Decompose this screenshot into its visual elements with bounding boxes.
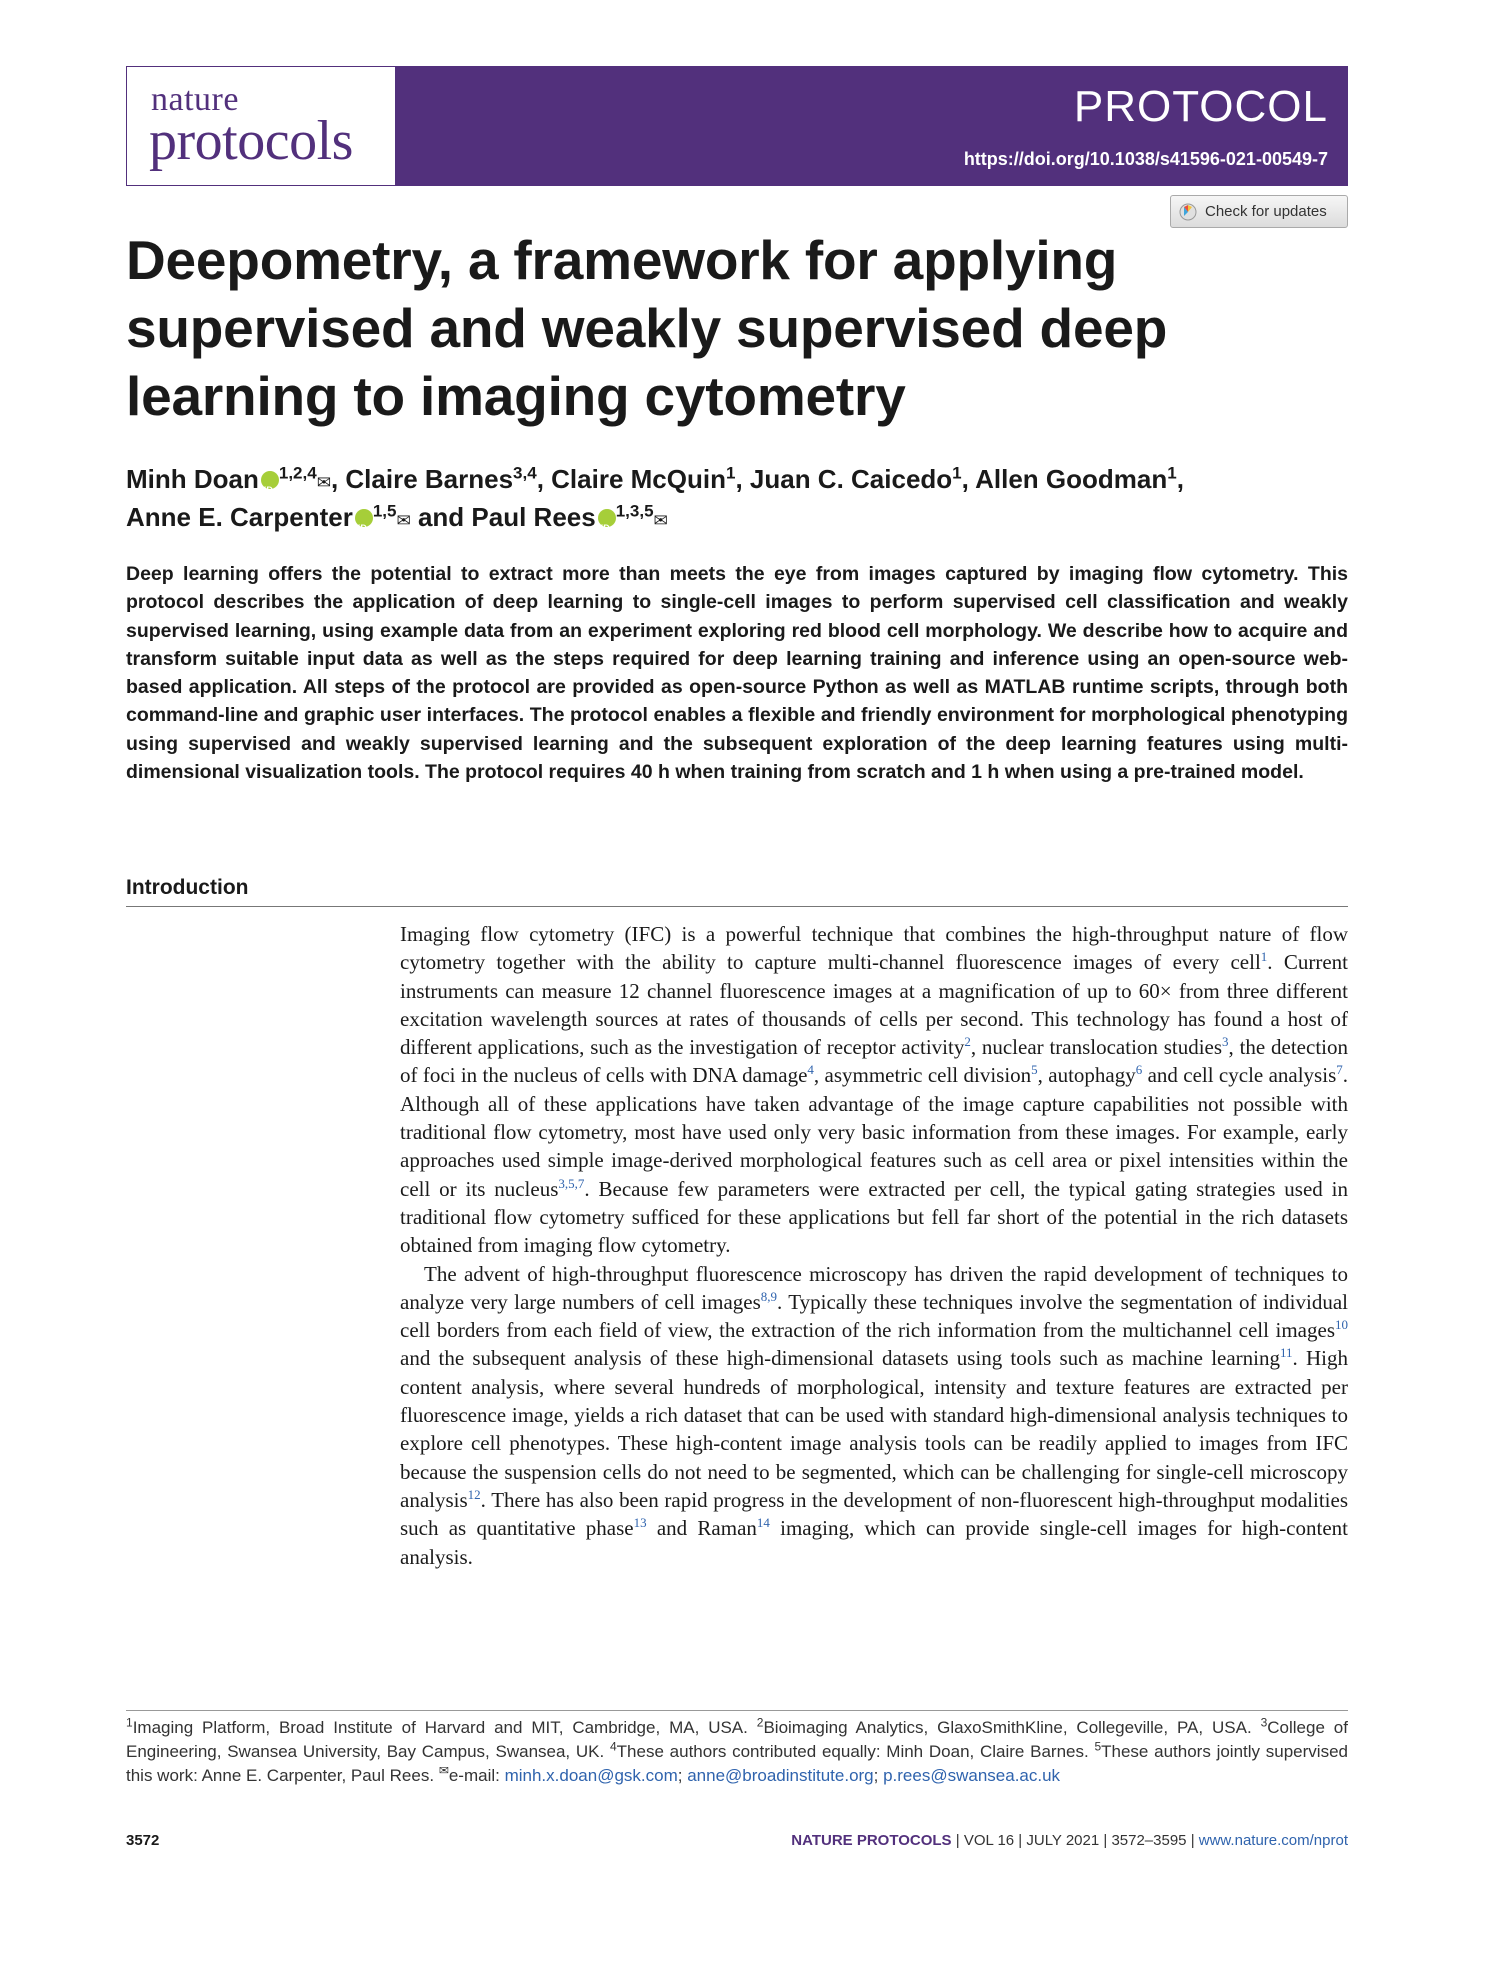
check-for-updates-button[interactable] (1170, 195, 1348, 228)
affiliations-footnote: $^1$Imaging Platform, Broad Institute of Harvard and MIT, Cambridge, MA, USA. $^2$Bioimaging Analytics, GlaxoSmithKline, Collegeville, PA, USA. $^3$College of Engineering, Swansea University, Bay Campus, Swansea, UK. $^4$These authors contributed equally: Minh Doan, Claire Barnes. $^5$These authors jointly supervised this work: Anne E. Carpenter, Paul Rees. ✉e-mail: minh.x.doan@gsk.com; anne@broadinstitute.org; p.rees@swansea.ac.uk (126, 1715, 1348, 1785)
journal-name: NATURE PROTOCOLS (791, 1832, 952, 1849)
citation-link[interactable]: 13 (633, 1515, 647, 1531)
text-run: and the subsequent analysis of these high-dimensional datasets using tools such as machine learning (400, 1346, 1281, 1371)
citation-link[interactable]: 4 (807, 1062, 814, 1078)
envelope-icon[interactable]: ✉ (316, 473, 331, 492)
citation-link[interactable]: 10 (1335, 1317, 1348, 1333)
check-for-updates-label: Check for updates (1205, 203, 1327, 220)
author-name[interactable]: Paul Rees (471, 502, 596, 532)
citation-link[interactable]: 14 (756, 1515, 770, 1531)
author-affiliation: 1,3,5 (615, 501, 654, 521)
journal-date: JULY 2021 (1026, 1832, 1100, 1849)
orcid-icon[interactable] (355, 509, 373, 527)
text-run: , asymmetric cell division (813, 1063, 1032, 1088)
affiliation-text: These authors contributed equally: Minh Doan, Claire Barnes. (616, 1742, 1095, 1761)
page-number: 3572 (126, 1832, 160, 1849)
author-name[interactable]: Anne E. Carpenter (126, 502, 353, 532)
envelope-icon: ✉ (438, 1763, 449, 1778)
citation-link[interactable]: 12 (467, 1486, 481, 1502)
author-affiliation: 3,4 (513, 463, 537, 483)
orcid-icon[interactable] (598, 509, 616, 527)
journal-url[interactable]: www.nature.com/nprot (1198, 1832, 1348, 1849)
author-name[interactable]: Minh Doan (126, 464, 259, 494)
email-link[interactable]: p.rees@swansea.ac.uk (883, 1766, 1061, 1785)
email-label: e-mail: (448, 1766, 505, 1785)
envelope-icon[interactable]: ✉ (396, 511, 411, 530)
doi-link[interactable]: https://doi.org/10.1038/s41596-021-00549-7 (963, 149, 1328, 169)
affiliation-text: These authors jointly supervised this work: Anne E. Carpenter, Paul Rees. (126, 1742, 1348, 1785)
citation-link[interactable]: 5 (1031, 1062, 1038, 1078)
author-name[interactable]: Claire Barnes (345, 464, 514, 494)
logo-nature-text: nature (151, 81, 239, 118)
author-name[interactable]: Allen Goodman (975, 464, 1168, 494)
text-run: . High content analysis, where several hundreds of morphological, intensity and texture features are extracted per fluorescence image, yields a rich dataset that can be used with standard high-dimensional analysis techniques to explore cell phenotypes. These high-content image analysis tools can be readily applied to images from IFC because the suspension cells do not need to be segmented, which can be challenging for single-cell microscopy analysis (400, 1346, 1349, 1512)
paragraph-1 (400, 920, 1348, 1260)
paragraph-2 (400, 1260, 1348, 1571)
author-name[interactable]: Claire McQuin (551, 464, 726, 494)
email-link[interactable]: anne@broadinstitute.org (687, 1766, 874, 1785)
envelope-icon[interactable]: ✉ (653, 511, 668, 530)
citation-link[interactable]: 2 (964, 1034, 971, 1050)
author-affiliation: 1 (952, 463, 962, 483)
footnote-divider (126, 1710, 1348, 1711)
text-run: . Because few parameters were extracted per cell, the typical gating strategies used in traditional flow cytometry sufficed for these applications but fell far short of the potential in the rich datasets obtained from imaging flow cytometry. (400, 1176, 1348, 1258)
section-heading: Introduction (126, 876, 249, 899)
section-divider (126, 906, 1348, 907)
citation-link[interactable]: 6 (1135, 1062, 1143, 1078)
footnote-marker: 5 (1094, 1739, 1102, 1754)
journal-footer: NATURE PROTOCOLS | VOL 16 | JULY 2021 | 3572–3595 | www.nature.com/nprot (791, 1832, 1348, 1849)
text-run: . Typically these techniques involve the segmentation of individual cell borders from each field of view, the extraction of the rich information from the multichannel cell images (400, 1289, 1348, 1343)
email-link[interactable]: minh.x.doan@gsk.com (504, 1766, 678, 1785)
author-affiliation: 1,5 (372, 501, 397, 521)
citation-link[interactable]: 8,9 (760, 1288, 778, 1304)
page-range: 3572–3595 (1111, 1832, 1187, 1849)
journal-header (126, 66, 1348, 188)
header-banner (396, 66, 1348, 186)
text-run: and cell cycle analysis (1142, 1063, 1337, 1088)
citation-link[interactable]: 7 (1336, 1062, 1343, 1078)
affiliation-text: Imaging Platform, Broad Institute of Harvard and MIT, Cambridge, MA, USA. (132, 1718, 757, 1737)
citation-link[interactable]: 11 (1280, 1345, 1293, 1361)
orcid-icon[interactable] (261, 471, 279, 489)
text-run: , the detection of foci in the nucleus of cells with DNA damage (400, 1035, 1348, 1088)
affiliation-text: Bioimaging Analytics, GlaxoSmithKline, Collegeville, PA, USA. (763, 1718, 1261, 1737)
citation-link[interactable]: 3 (1222, 1034, 1229, 1050)
text-run: , nuclear translocation studies (970, 1035, 1223, 1060)
author-affiliation: 1,2,4 (278, 463, 317, 483)
footnote-marker: 1 (126, 1715, 133, 1730)
author-name[interactable]: Juan C. Caicedo (749, 464, 953, 494)
logo-protocols-text: protocols (149, 110, 353, 172)
author-list: Minh DoaniD $^{1,2,4}$✉, Claire Barnes$^{3,4}$, Claire McQuin$^1$, Juan C. Caicedo$^1$, Allen Goodman$^1$, Anne E. CarpenteriD $^{1,5}$✉ and Paul ReesiD $^{1,3,5}$✉ (126, 462, 1356, 538)
journal-volume: VOL 16 (963, 1832, 1015, 1849)
author-affiliation: 1 (1167, 463, 1177, 483)
text-run: and Raman (646, 1516, 757, 1541)
journal-logo[interactable] (126, 66, 396, 186)
article-type: PROTOCOL (1073, 82, 1328, 131)
article-title: Deepometry, a framework for applying supervised and weakly supervised deep learning to imaging cytometry (126, 229, 1168, 427)
text-run: imaging, which can provide single-cell images for high-content analysis. (400, 1516, 1348, 1569)
text-run: , autophagy (1037, 1063, 1136, 1088)
text-run: Imaging flow cytometry (IFC) is a powerful technique that combines the high-throughput nature of flow cytometry together with the ability to capture multi-channel fluorescence images of every cell (400, 922, 1348, 975)
text-run: The advent of high-throughput fluorescence microscopy has driven the rapid development of techniques to analyze very large numbers of cell images (400, 1261, 1348, 1314)
text-run: . Current instruments can measure 12 channel fluorescence images at a magnification of up to 60× from three different excitation wavelength sources at rates of thousands of cells per second. This technology has found a host of different applications, such as the investigation of receptor activity (400, 950, 1348, 1060)
author-affiliation: 1 (725, 463, 736, 483)
affiliation-text: College of Engineering, Swansea University, Bay Campus, Swansea, UK. (126, 1718, 1348, 1761)
text-run: . There has also been rapid progress in the development of non-fluorescent high-throughput modalities such as quantitative phase (400, 1487, 1348, 1541)
authors-and: and (417, 502, 465, 532)
text-run: . Although all of these applications have taken advantage of the image capture capabilities not possible with traditional flow cytometry, most have used only very basic information from these images. For example, early approaches used simple image-derived morphological features such as cell area or pixel intensities within the cell or its nucleus (400, 1063, 1348, 1201)
footnote-marker: 4 (609, 1739, 617, 1754)
citation-link[interactable]: 3,5,7 (558, 1175, 585, 1191)
crossmark-icon (1179, 203, 1197, 221)
abstract: Deep learning offers the potential to extract more than meets the eye from images captured by imaging flow cytometry. This protocol describes the application of deep learning to single-cell images to perform supervised cell classification and weakly supervised learning, using example data from an experiment exploring red blood cell morphology. We describe how to acquire and transform suitable input data as well as the steps required for deep learning training and inference using an open-source web-based application. All steps of the protocol are provided as open-source Python as well as MATLAB runtime scripts, through both command-line and graphic user interfaces. The protocol enables a flexible and friendly environment for morphological phenotyping using supervised and weakly supervised learning and the subsequent exploration of the deep learning features using multi-dimensional visualization tools. The protocol requires 40 h when training from scratch and 1 h when using a pre-trained model. (126, 563, 1348, 784)
footnote-marker: 2 (756, 1715, 764, 1730)
citation-link[interactable]: 1 (1260, 949, 1268, 965)
footnote-marker: 3 (1260, 1715, 1268, 1730)
introduction-body (400, 920, 1348, 1571)
